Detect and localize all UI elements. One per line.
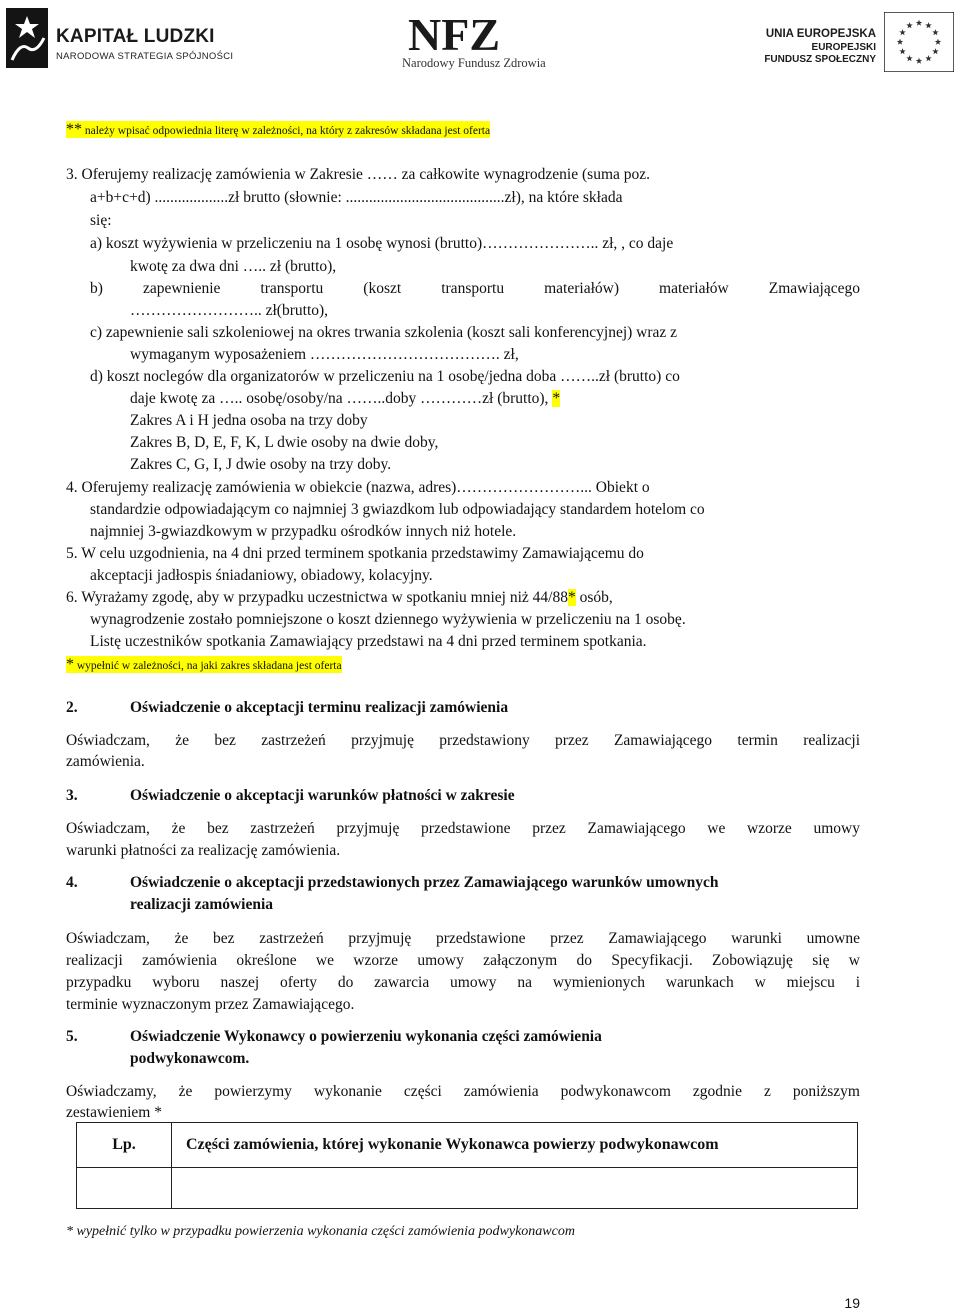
decl2-para-1: Oświadczam, że bez zastrzeżeń przyjmuję przedstawiony przez Zamawiającego termin realizacji [66,732,860,749]
s3-b-line-1: b) zapewnienie transportu (koszt transportu materiałów) materiałów Zmawiającego [90,280,860,297]
s3-b-line-2: …………………….. zł(brutto), [130,302,329,319]
s6-line-1 [66,588,613,608]
decl4-para-1: Oświadczam, że bez zastrzeżeń przyjmuję przedstawione przez Zamawiającego warunki umowne [66,930,860,947]
s3-line-3: się: [90,212,112,229]
s5-line-2: akceptacji jadłospis śniadaniowy, obiadowy, kolacyjny. [90,567,433,584]
decl2-number: 2. [66,699,78,716]
table-header-lp: Lp. [77,1123,172,1168]
nfz-logo-text: NFZ [408,10,500,56]
s3-d-line-2-text: daje kwotę za ….. osobę/osoby/na ……..doby …………zł (brutto), [130,390,553,407]
note-mid-star: * [66,656,74,673]
s6-line-1-text: 6. Wyrażamy zgodę, aby w przypadku uczestnictwa w spotkaniu mniej niż 44/88 [66,589,568,606]
kapital-ludzki-logo-icon [6,8,48,68]
table-header-row [77,1123,858,1168]
decl4-title-1: Oświadczenie o akceptacji przedstawionych przez Zamawiającego warunków umownych [130,874,719,891]
note-mid [66,655,342,676]
table-cell-lp[interactable] [77,1168,172,1209]
decl3-para-1: Oświadczam, że bez zastrzeżeń przyjmuję przedstawione przez Zamawiającego we wzorze umowy [66,820,860,837]
kapital-ludzki-title: KAPITAŁ LUDZKI [56,26,215,47]
decl5-title-2: podwykonawcom. [130,1050,250,1067]
s3-a-line-1: a) koszt wyżywienia w przeliczeniu na 1 osobę wynosi (brutto)………………….. zł, , co daje [90,235,674,252]
footnote: * wypełnić tylko w przypadku powierzenia wykonania części zamówienia podwykonawcom [66,1224,575,1239]
s6-line-2: wynagrodzenie zostało pomniejszone o koszt dziennego wyżywienia w przeliczeniu na 1 osobę. [90,611,686,628]
page-number: 19 [844,1295,860,1311]
note-top [66,120,490,141]
note-top-stars: ** [66,121,82,138]
table-cell-parts[interactable] [172,1168,858,1209]
s6-line-3: Listę uczestników spotkania Zamawiający przedstawi na 4 dni przed terminem spotkania. [90,633,647,650]
s3-d-star: * [552,390,561,407]
decl4-para-3: przypadku wyboru naszej oferty do zawarcia umowy na wymienionych warunkach w miejscu i [66,974,860,991]
s3-d-line-2 [130,389,560,409]
table-header-parts: Części zamówienia, której wykonanie Wykonawca powierzy podwykonawcom [172,1123,858,1168]
decl4-title-2: realizacji zamówienia [130,896,274,913]
s3-zakres-3: Zakres C, G, I, J dwie osoby na trzy doby. [130,456,392,473]
decl2-title: Oświadczenie o akceptacji terminu realizacji zamówienia [130,699,509,716]
s3-zakres-2: Zakres B, D, E, F, K, L dwie osoby na dwie doby, [130,434,439,451]
s4-line-1: 4. Oferujemy realizację zamówienia w obiekcie (nazwa, adres)……………………... Obiekt o [66,479,650,496]
eu-subtitle-1: EUROPEJSKI [811,42,876,53]
decl3-number: 3. [66,787,78,804]
s6-star: * [567,589,576,606]
s3-c-line-1: c) zapewnienie sali szkoleniowej na okres trwania szkolenia (koszt sali konferencyjnej) wraz z [90,324,678,341]
s3-c-line-2: wymaganym wyposażeniem ………………………………. zł, [130,346,519,363]
s5-line-1: 5. W celu uzgodnienia, na 4 dni przed terminem spotkania przedstawimy Zamawiającemu do [66,545,644,562]
note-mid-text: wypełnić w zależności, na jaki zakres składana jest oferta [74,660,342,672]
decl4-para-4: terminie wyznaczonym przez Zamawiającego. [66,996,355,1013]
decl5-para-1: Oświadczamy, że powierzymy wykonanie części zamówienia podwykonawcom zgodnie z poniższym [66,1083,860,1100]
s3-line-2: a+b+c+d) ...................zł brutto (słownie: .........................................zł), na które składa [90,189,623,206]
decl5-number: 5. [66,1028,78,1045]
decl3-title: Oświadczenie o akceptacji warunków płatności w zakresie [130,787,515,804]
s6-line-1-end: osób, [575,589,613,606]
s4-line-3: najmniej 3-gwiazdkowym w przypadku ośrodków innych niż hotele. [90,523,517,540]
nfz-name: Narodowy Fundusz Zdrowia [402,56,546,70]
decl2-para-2: zamówienia. [66,753,145,770]
s3-a-line-2: kwotę za dwa dni ….. zł (brutto), [130,258,337,275]
table-row [77,1168,858,1209]
decl5-title-1: Oświadczenie Wykonawcy o powierzeniu wykonania części zamówienia [130,1028,602,1045]
decl5-para-2: zestawieniem * [66,1104,162,1121]
s3-zakres-1: Zakres A i H jedna osoba na trzy doby [130,412,368,429]
decl4-para-2: realizacji zamówienia określone we wzorze umowy załączonym do Specyfikacji. Zobowiązuję się w [66,952,860,969]
note-top-text: należy wpisać odpowiednia literę w zależności, na który z zakresów składana jest oferta [82,125,491,137]
eu-flag-icon [884,12,954,72]
s3-d-line-1: d) koszt noclegów dla organizatorów w przeliczeniu na 1 osobę/jedna doba ……..zł (brutto) co [90,368,680,385]
decl3-para-2: warunki płatności za realizację zamówienia. [66,842,341,859]
s4-line-2: standardzie odpowiadającym co najmniej 3 gwiazdkom lub odpowiadający standardem hotelom co [90,501,705,518]
s3-line-1: 3. Oferujemy realizację zamówienia w Zakresie …… za całkowite wynagrodzenie (suma poz. [66,166,651,183]
nfz-logo-icon [404,10,528,56]
decl4-number: 4. [66,874,78,891]
eu-subtitle-2: FUNDUSZ SPOŁECZNY [764,54,876,65]
eu-title: UNIA EUROPEJSKA [765,28,876,40]
subcontractor-table [76,1122,858,1209]
kapital-ludzki-subtitle: NARODOWA STRATEGIA SPÓJNOŚCI [56,51,234,62]
